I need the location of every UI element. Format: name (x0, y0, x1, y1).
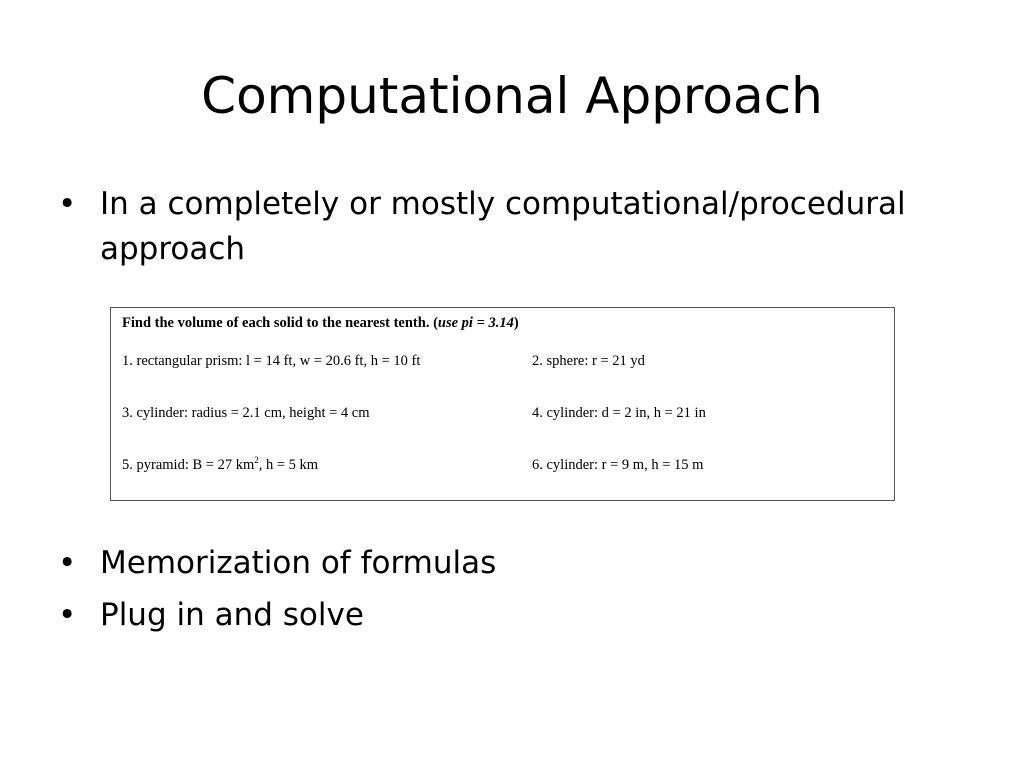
bullet-marker: • (58, 597, 77, 633)
bullet-item (58, 541, 958, 586)
problem-2: 2. sphere: r = 21 yd (532, 353, 645, 369)
problem-5-text: 5. pyramid: B = 27 km (122, 457, 255, 473)
bullet-item (58, 593, 958, 638)
heading-prefix: Find the volume of each solid to the nearest tenth. ( (122, 315, 438, 331)
bullet-marker: • (58, 545, 77, 581)
heading-suffix: ) (513, 315, 519, 331)
problem-5-text-end: , h = 5 km (258, 457, 319, 473)
problem-5-exponent: 2 (254, 455, 259, 466)
problem-box (110, 307, 895, 501)
bullet-marker: • (58, 186, 77, 222)
problem-box-heading (122, 315, 519, 332)
bullet-text: In a completely or mostly computational/procedural approach (100, 186, 906, 267)
bullet-text: Memorization of formulas (100, 545, 497, 581)
problem-3: 3. cylinder: radius = 2.1 cm, height = 4 cm (122, 405, 370, 421)
problem-5 (122, 457, 318, 474)
bullet-item (58, 182, 958, 272)
bullet-list-top (58, 182, 958, 279)
problem-6: 6. cylinder: r = 9 m, h = 15 m (532, 457, 704, 473)
bullet-text: Plug in and solve (100, 597, 364, 633)
problem-4: 4. cylinder: d = 2 in, h = 21 in (532, 405, 706, 421)
heading-italic: use pi = 3.14 (437, 315, 514, 331)
slide-title: Computational Approach (201, 67, 823, 125)
problem-1: 1. rectangular prism: l = 14 ft, w = 20.6 ft, h = 10 ft (122, 353, 421, 369)
bullet-list-bottom (58, 541, 958, 645)
